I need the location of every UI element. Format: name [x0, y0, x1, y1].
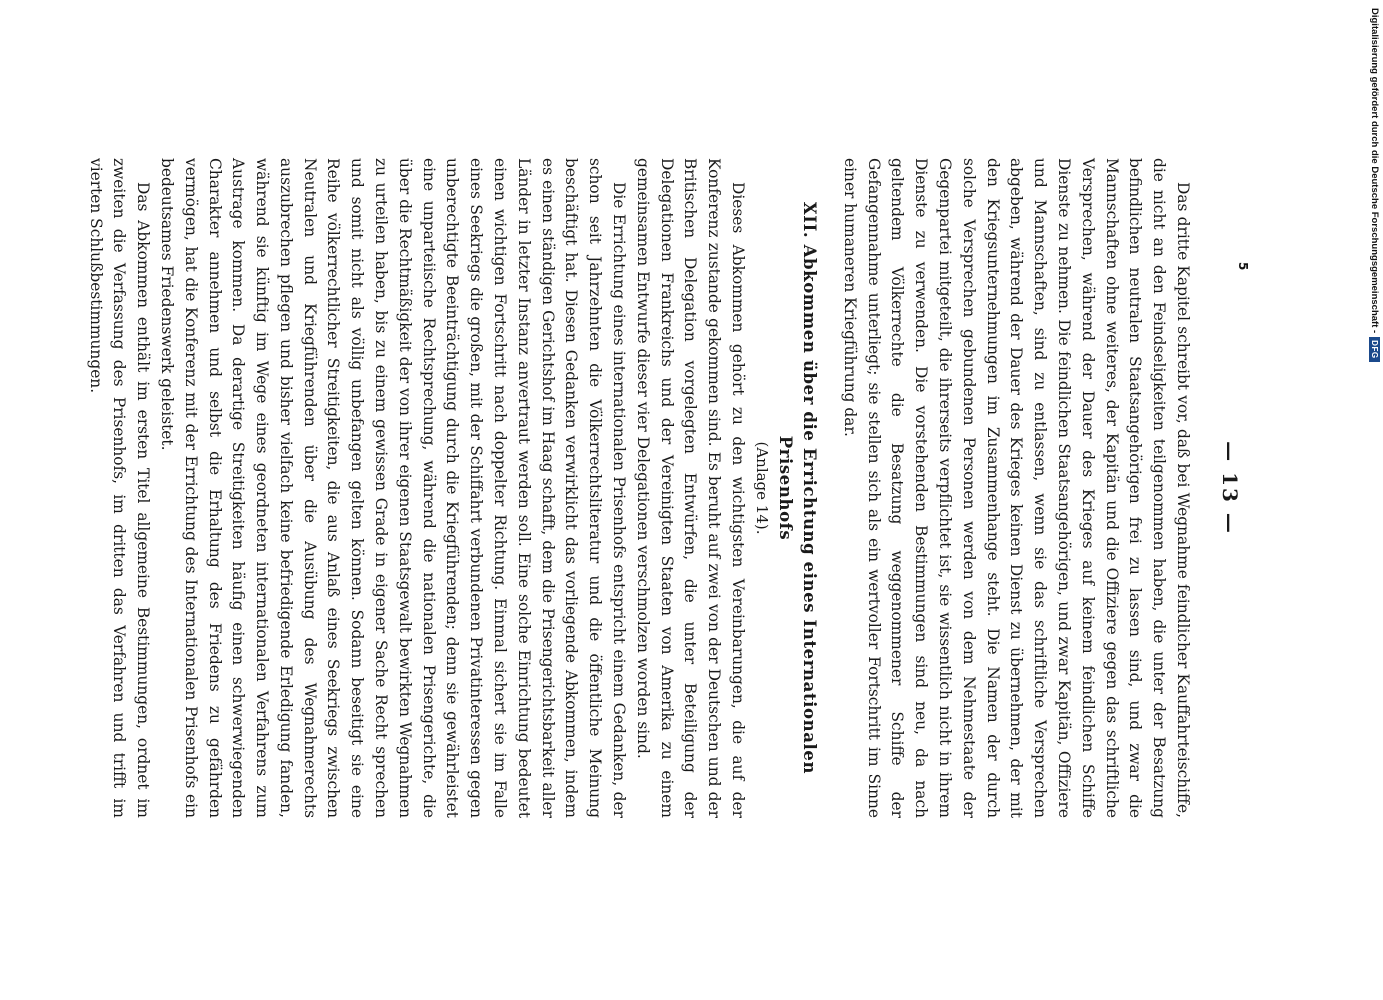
- dfg-logo: DFG: [1369, 337, 1380, 361]
- paragraph-1: Dieses Abkommen gehört zu den wichtigsten Vereinbarungen, die auf der Konferenz zustande gekommen sind. Es beruht auf zwei von der Deutschen und der Britischen Delegation vorgelegten Entwürfen, die unter Beteiligung der Delegationen Frankreichs und der Vereinigten Staaten von Amerika zu einem gemeinsamen Entwurfe dieser vier Delegationen verschmolzen worden sind.: [633, 158, 748, 818]
- intro-paragraph: Das dritte Kapitel schreibt vor, daß bei Wegnahme feindlicher Kauffahrteischiffe, die nicht an den Feindseligkeiten teilgenommen haben, die unter der Besatzung befindlichen neutralen Staatsangehörigen frei zu lassen sind, und zwar die Mannschaften ohne weiteres, der Kapitän und die Offiziere gegen das schriftliche Versprechen, während der Dauer des Krieges auf keinem feindlichen Schiffe Dienste zu nehmen. Die feindlichen Staatsangehörigen, und zwar Kapitän, Offiziere und Mannschaften, sind zu entlassen, wenn sie das schriftliche Versprechen abgeben, während der Dauer des Krieges keinen Dienst zu übernehmen, der mit den Kriegsunternehmungen im Zusammenhange steht. Die Namen der durch solche Versprechen gebundenen Personen werden von dem Nehmestaate der Gegenpartei mitgeteilt, die ihrerseits verpflichtet ist, sie wissentlich nicht in ihrem Dienste zu verwenden. Die vorstehenden Bestimmungen sind neu, da nach geltendem Völkerrechte die Besatzung weggenommener Schiffe der Gefangennahme unterliegt; sie stellen sich als ein wertvoller Fortschritt im Sinne einer humaneren Kriegführung dar.: [840, 158, 1192, 818]
- digitization-credit: [1369, 8, 1380, 362]
- page-body: [83, 158, 1194, 818]
- sheet-number: 5: [1236, 262, 1250, 271]
- section-title: XII. Abkommen über die Errichtung eines Internationalen Prisenhofs: [776, 201, 820, 775]
- section-subtitle: (Anlage 14).: [753, 441, 772, 535]
- paragraph-3: Das Abkommen enthält im ersten Titel allgemeine Bestimmungen, ordnet im zweiten die Verfassung des Prisenhofs, im dritten das Verfahren und trifft im vierten Schlußbestimmungen.: [86, 158, 153, 818]
- paragraph-2: Die Errichtung eines internationalen Prisenhofs entspricht einem Gedanken, der schon seit Jahrzehnten die Völkerrechtsliteratur und die öffentliche Meinung beschäftigt hat. Diesen Gedanken verwirklicht das vorliegende Abkommen, indem es einen ständigen Gerichtshof im Haag schafft, dem die Prisengerichtsbarkeit aller Länder in letzter Instanz anvertraut werden soll. Eine solche Einrichtung bedeutet einen wichtigen Fortschritt nach doppelter Richtung. Einmal sichert sie im Falle eines Seekriegs die großen, mit der Schiffahrt verbundenen Privatinteressen gegen unberechtigte Beeinträchtigung durch die Kriegführenden; denn sie gewährleistet eine unparteiische Rechtsprechung, während die nationalen Prisengerichte, die über die Rechtmäßigkeit der von ihrer eigenen Staatsgewalt bewirkten Wegnahmen zu urteilen haben, bis zu einem gewissen Grade in eigener Sache Recht sprechen und somit nicht als völlig unbefangen gelten können. Sodann beseitigt sie eine Reihe völkerrechtlicher Streitigkeiten, die aus Anlaß eines Seekriegs zwischen Neutralen und Kriegführenden über die Ausübung des Wegnahmerechts auszubrechen pflegen und bisher vielfach keine befriedigende Erledigung fanden, während sie künftig im Wege eines geordneten internationalen Verfahrens zum Austrage kommen. Da derartige Streitigkeiten häufig einen schwerwiegenden Charakter annehmen und selbst die Erhaltung des Friedens zu gefährden vermögen, hat die Konferenz mit der Errichtung des Internationalen Prisenhofs ein bedeutsames Friedenswerk geleistet.: [157, 158, 629, 818]
- rotated-text-block: [86, 158, 1242, 818]
- credit-text: Digitalisierung gefördert durch die Deutsche Forschungsgemeinschaft -: [1369, 8, 1380, 334]
- page-number-header: — 13 —: [1218, 441, 1242, 535]
